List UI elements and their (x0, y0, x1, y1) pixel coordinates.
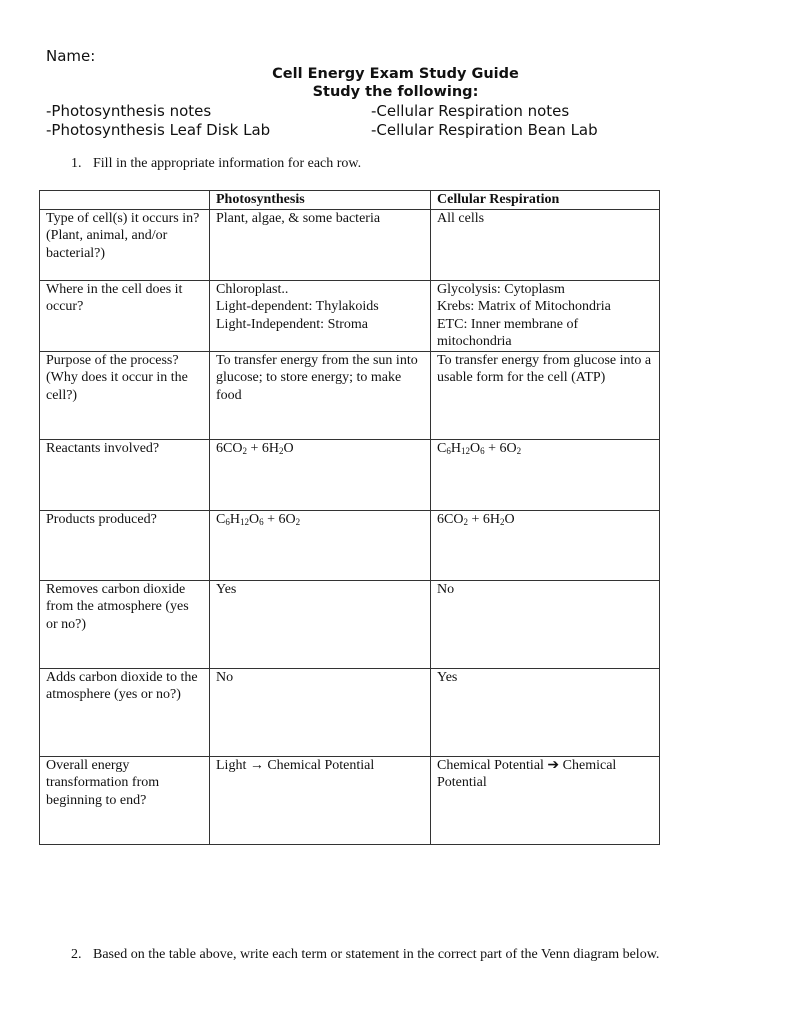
row-label-energy-transformation: Overall energy transformation from beginning to end? (40, 756, 210, 844)
cell-line: ETC: Inner membrane of mitochondria (437, 316, 579, 349)
cell-respiration-formula: $C_6H_{12}O_6 + 6O_2$ (431, 439, 660, 510)
page-subtitle: Study the following: (312, 84, 479, 100)
note-bean-lab: -Cellular Respiration Bean Lab (371, 121, 598, 139)
table-row (40, 668, 660, 756)
table-row (40, 439, 660, 510)
cell-photosynthesis (210, 280, 431, 351)
cell-respiration: Yes (431, 668, 660, 756)
cell-respiration: No (431, 580, 660, 668)
table-row (40, 209, 660, 280)
cell-line: Glycolysis: Cytoplasm (437, 281, 565, 297)
question-1-number: 1. (71, 156, 82, 171)
cell-line: Light-Independent: Stroma (216, 316, 369, 332)
row-label-purpose: Purpose of the process? (Why does it occur in the cell?) (40, 351, 210, 439)
page-title: Cell Energy Exam Study Guide (272, 66, 519, 82)
cell-photosynthesis: Yes (210, 580, 431, 668)
note-leaf-disk-lab: -Photosynthesis Leaf Disk Lab (46, 121, 271, 139)
table-row (40, 580, 660, 668)
cell-respiration: Chemical Potential ➔ Chemical Potential (431, 756, 660, 844)
cell-respiration (431, 280, 660, 351)
table-row (40, 280, 660, 351)
cell-photosynthesis: Plant, algae, & some bacteria (210, 209, 431, 280)
note-photosynthesis: -Photosynthesis notes (46, 102, 212, 120)
table-header-respiration: Cellular Respiration (431, 191, 660, 210)
question-2-number: 2. (71, 947, 82, 962)
table-header-row (40, 191, 660, 210)
cell-line: Krebs: Matrix of Mitochondria (437, 299, 611, 314)
cell-respiration: All cells (431, 209, 660, 280)
table-row (40, 756, 660, 844)
row-label-cell-type: Type of cell(s) it occurs in? (Plant, animal, and/or bacterial?) (40, 209, 210, 280)
cell-respiration: To transfer energy from glucose into a usable form for the cell (ATP) (431, 351, 660, 439)
question-2-text: Based on the table above, write each term or statement in the correct part of the Venn diagram below. (93, 947, 660, 962)
name-label: Name: (46, 47, 96, 65)
cell-photosynthesis-formula: $6CO_2 + 6H_2O$ (210, 439, 431, 510)
table-row (40, 510, 660, 580)
table-header-photosynthesis: Photosynthesis (210, 191, 431, 210)
row-label-products: Products produced? (40, 510, 210, 580)
cell-line: Chloroplast.. (216, 281, 289, 297)
row-label-location: Where in the cell does it occur? (40, 280, 210, 351)
cell-photosynthesis: To transfer energy from the sun into glucose; to store energy; to make food (210, 351, 431, 439)
cell-respiration-formula: $6CO_2 + 6H_2O$ (431, 510, 660, 580)
cell-photosynthesis: Light → Chemical Potential (210, 756, 431, 844)
row-label-removes-co2: Removes carbon dioxide from the atmosphere (yes or no?) (40, 580, 210, 668)
row-label-adds-co2: Adds carbon dioxide to the atmosphere (yes or no?) (40, 668, 210, 756)
comparison-table (39, 190, 660, 845)
cell-line: Light-dependent: Thylakoids (216, 299, 379, 314)
question-1-text: Fill in the appropriate information for each row. (93, 156, 362, 171)
table-header-empty (40, 191, 210, 210)
cell-photosynthesis-formula: $C_6H_{12}O_6 + 6O_2$ (210, 510, 431, 580)
row-label-reactants: Reactants involved? (40, 439, 210, 510)
note-respiration: -Cellular Respiration notes (371, 102, 570, 120)
cell-photosynthesis: No (210, 668, 431, 756)
table-row (40, 351, 660, 439)
